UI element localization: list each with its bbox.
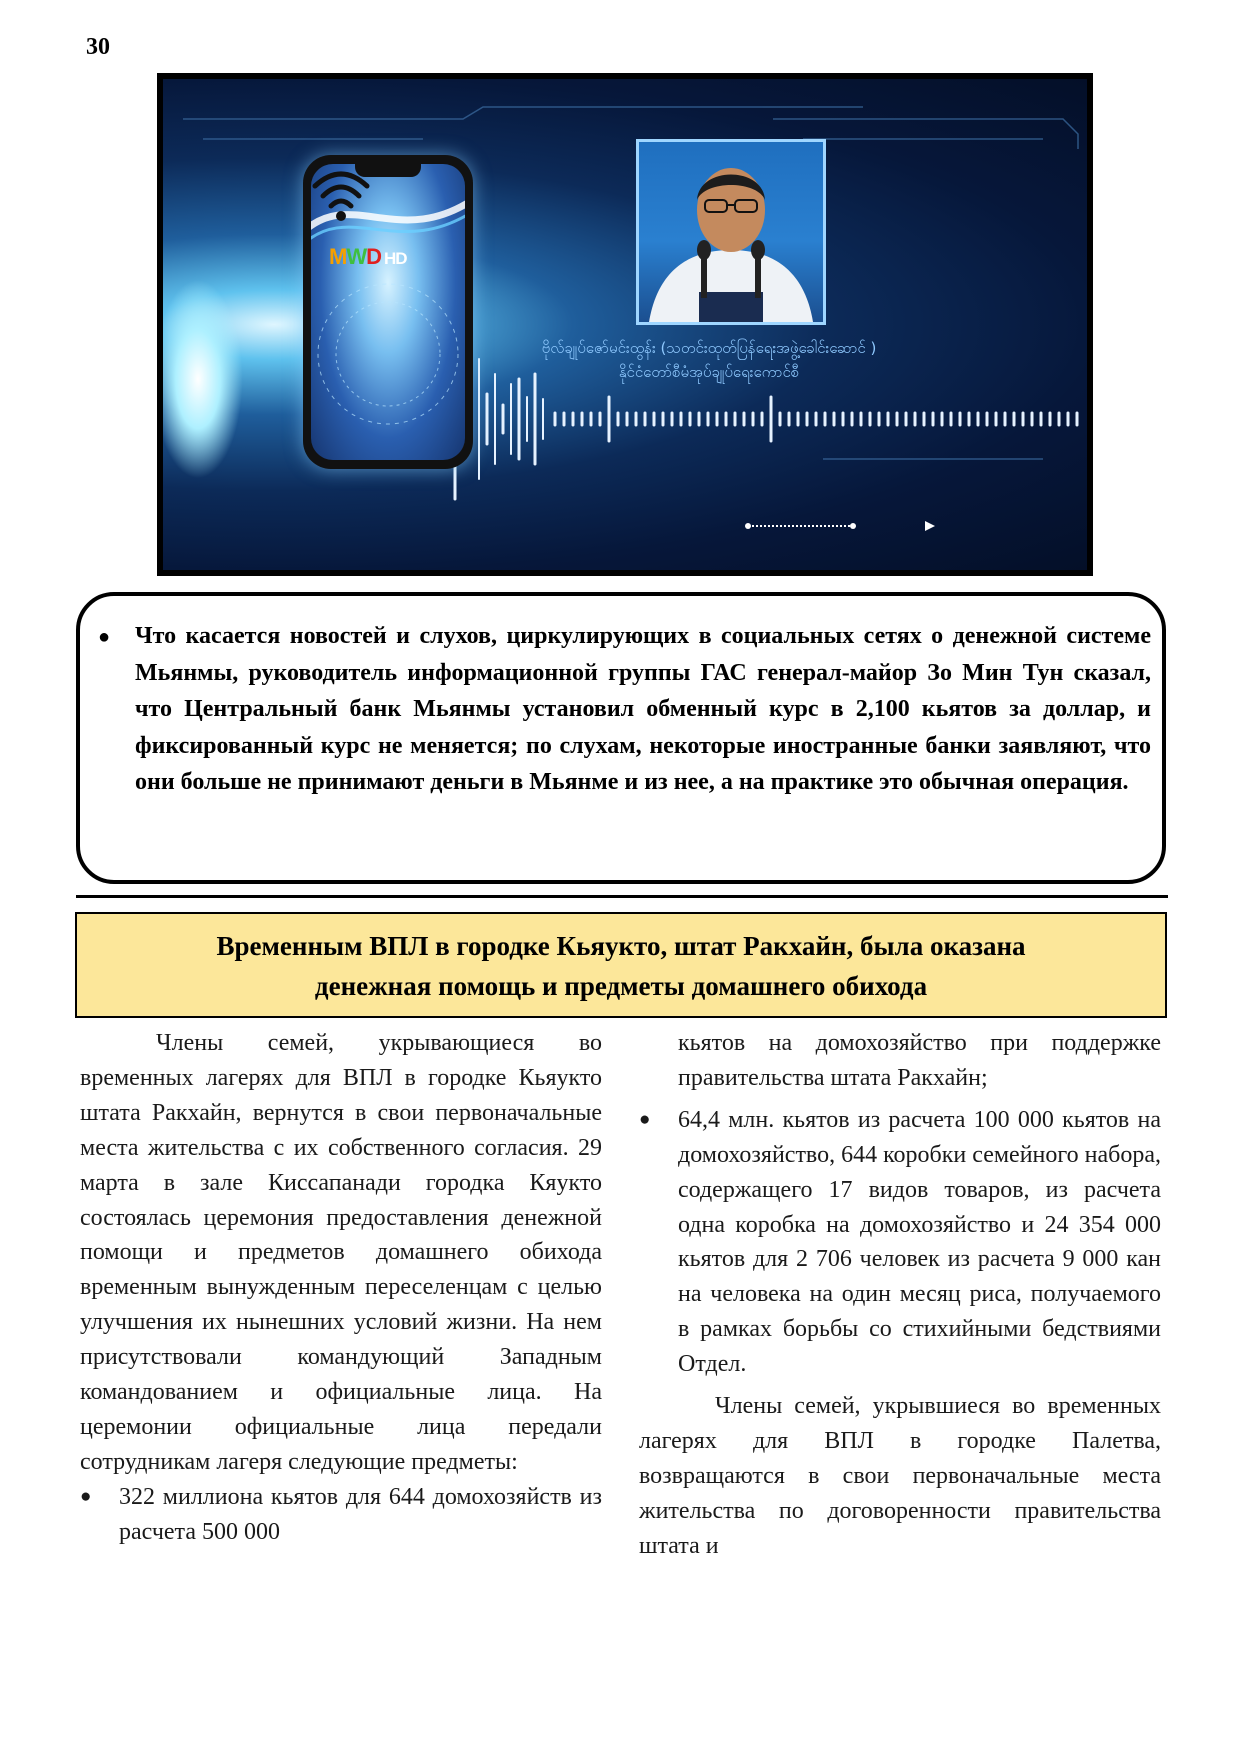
list-item (639, 1103, 1161, 1382)
news-video-frame (157, 73, 1093, 576)
list-item-text: кьятов на домохозяйство при поддержке правительства штата Ракхайн; (678, 1030, 1161, 1091)
section-divider (76, 895, 1168, 898)
logo-letter-m: M (329, 244, 347, 269)
phone-screen (311, 164, 465, 460)
article-column-left (80, 1026, 602, 1550)
waveform-ticks (555, 397, 1077, 441)
play-icon (925, 521, 935, 531)
smartphone-graphic (303, 155, 473, 469)
article-column-right (639, 1026, 1161, 1564)
list-item-continuation (639, 1026, 1161, 1096)
headline-line-1: Временным ВПЛ в городке Кьяукто, штат Ракхайн, была оказана (216, 931, 1026, 961)
quote-box (76, 592, 1166, 884)
list-item-text: 322 миллиона кьятов для 644 домохозяйств из расчета 500 000 (119, 1483, 602, 1545)
page-number: 30 (86, 34, 110, 60)
article-paragraph: Члены семей, укрывающиеся во временных лагерях для ВПЛ в городке Кьяукто штата Ракхайн, вернутся в свои первоначальные места жительства с их собственного согласия. 29 марта в зале Киссапанади городка Кяукто состоялась церемония предоставления денежной помощи и предметов домашнего обихода временным вынужденным переселенцам с целью улучшения их нынешних условий жизни. На нем присутствовали командующий Западным командованием и официальные лица. На церемонии официальные лица передали сотрудникам лагеря следующие предметы: (80, 1030, 602, 1475)
list-item-text: 64,4 млн. кьятов из расчета 100 000 кьятов на домохозяйство, 644 коробки семейного набора, содержащего 17 видов товаров, из расчета одна коробка на домохозяйство и 24 354 000 кьятов для 2 706 человек из расчета 9 000 кан на человека на один месяц риса, получаемого в рамках борьбы со стихийными бедствиями Отдел. (678, 1106, 1161, 1378)
video-background-lines (163, 79, 1087, 570)
speaker-illustration (639, 142, 823, 322)
progress-track (745, 521, 935, 531)
phone-notch (355, 164, 421, 177)
speaker-photo (636, 139, 826, 325)
bullet-icon: ● (98, 626, 111, 648)
channel-logo (329, 244, 407, 270)
headline-line-2: денежная помощь и предметы домашнего обихода (314, 971, 928, 1001)
article-paragraph: Члены семей, укрывшиеся во временных лагерях для ВПЛ в городке Палетва, возвращаются в свои первоначальные места жительства по договоренности правительства штата и (639, 1393, 1161, 1559)
quote-text: Что касается новостей и слухов, циркулирующих в социальных сетях о денежной системе Мьянмы, руководитель информационной группы ГАС генерал-майор Зо Мин Тун сказал, что Центральный банк Мьянмы установил обменный курс в 2,100 кьятов за доллар, и фиксированный курс не меняется; по слухам, некоторые иностранные банки заявляют, что они больше не принимают деньги в Мьянме и из нее, а на практике это обычная операция. (135, 623, 1151, 795)
bullet-icon: ● (80, 1485, 92, 1507)
list-item (80, 1480, 602, 1550)
video-caption-name: ဗိုလ်ချုပ်ဇော်မင်းထွန်း (သတင်းထုတ်ပြန်ရေးအဖွဲ့ခေါင်းဆောင် ) (541, 339, 877, 357)
logo-letter-w: W (346, 244, 367, 269)
light-glow (157, 279, 243, 479)
logo-letter-d: D (366, 244, 381, 269)
article-headline (75, 912, 1167, 1018)
logo-hd: HD (383, 249, 407, 268)
bullet-icon: ● (639, 1108, 651, 1130)
video-caption-title: နိုင်ငံတော်စီမံအုပ်ချုပ်ရေးကောင်စီ (618, 363, 800, 381)
